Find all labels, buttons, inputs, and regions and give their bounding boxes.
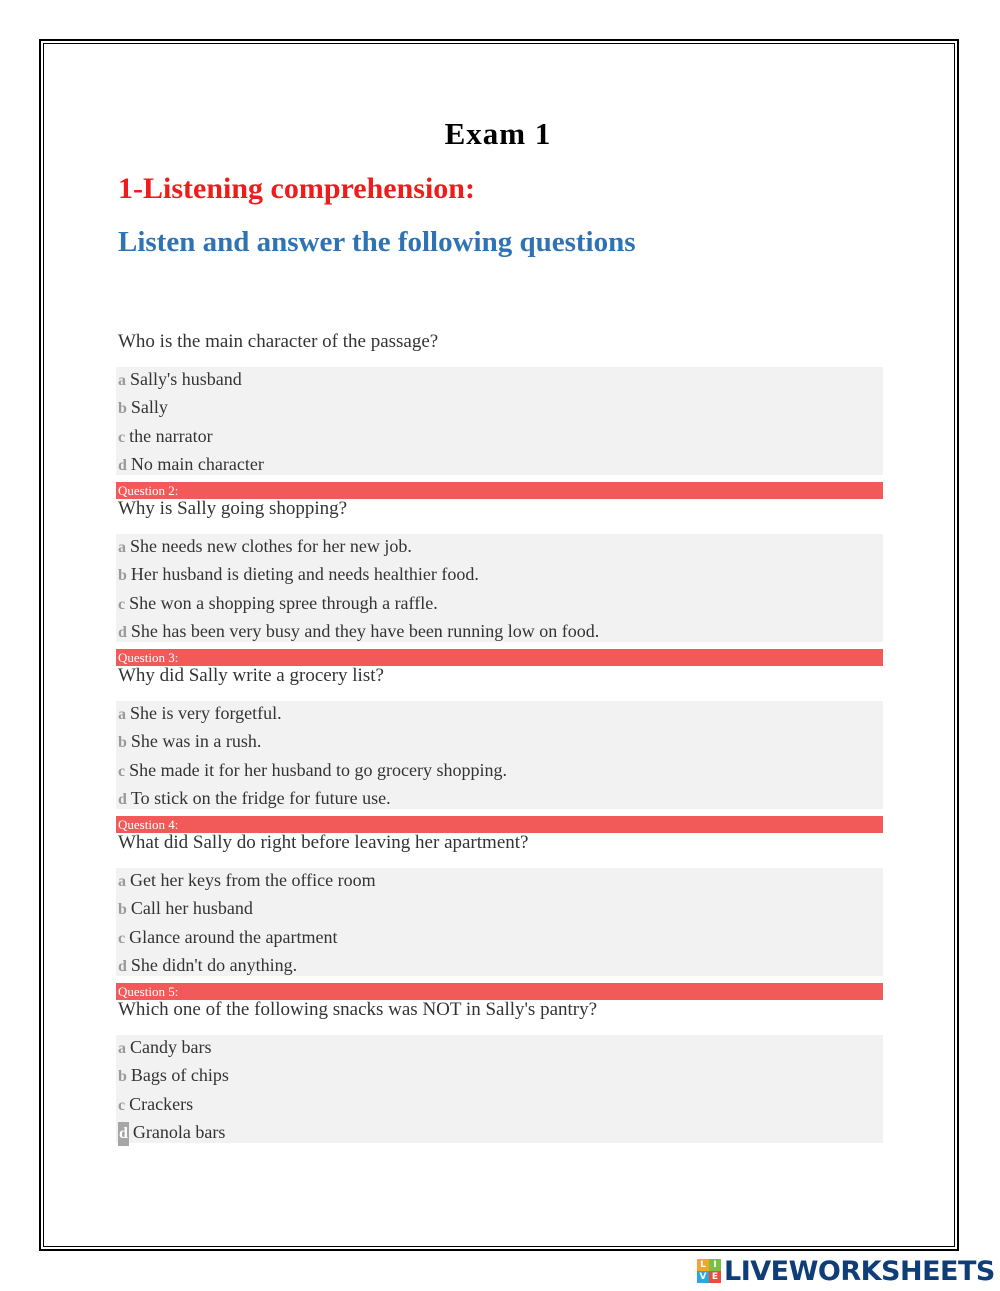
option-label: Call her husband	[130, 898, 253, 918]
option-5a[interactable]	[118, 1035, 211, 1059]
option-letter: c	[118, 596, 126, 613]
question-3-options	[116, 701, 883, 809]
question-4-text: What did Sally do right before leaving her apartment?	[118, 832, 529, 853]
option-label: She was in a rush.	[130, 731, 262, 751]
option-3d[interactable]	[118, 786, 391, 810]
option-3b[interactable]	[118, 729, 261, 753]
option-5b[interactable]	[118, 1063, 229, 1087]
option-letter: d	[118, 958, 127, 975]
option-label: She won a shopping spree through a raffle.	[129, 593, 438, 613]
option-letter: a	[118, 706, 126, 723]
option-1c[interactable]	[118, 424, 213, 448]
option-letter: a	[118, 539, 126, 556]
logo-icon-letter: V	[697, 1271, 709, 1283]
option-letter: b	[118, 1068, 127, 1085]
option-2a[interactable]	[118, 534, 412, 558]
option-letter: c	[118, 930, 126, 947]
option-letter: b	[118, 567, 127, 584]
option-5d[interactable]	[118, 1120, 225, 1144]
option-label: Bags of chips	[130, 1065, 229, 1085]
option-label: Get her keys from the office room	[130, 870, 376, 890]
option-label: Sally	[130, 397, 168, 417]
option-label: No main character	[130, 454, 264, 474]
question-4-options	[116, 868, 883, 976]
option-label: Granola bars	[132, 1122, 226, 1142]
option-4c[interactable]	[118, 925, 338, 949]
logo-icon-letter: E	[709, 1271, 721, 1283]
option-letter: b	[118, 734, 127, 751]
question-1-options	[116, 367, 883, 475]
question-5-banner: Question 5:	[116, 983, 883, 1000]
option-label: Candy bars	[130, 1037, 212, 1057]
option-1d[interactable]	[118, 452, 264, 476]
option-label: the narrator	[129, 426, 213, 446]
option-label: She needs new clothes for her new job.	[130, 536, 412, 556]
question-5-options	[116, 1035, 883, 1143]
section-title: 1-Listening comprehension:	[118, 172, 475, 205]
option-label: Crackers	[129, 1094, 194, 1114]
option-5c[interactable]	[118, 1092, 193, 1116]
option-letter: a	[118, 1040, 126, 1057]
option-letter: d	[118, 624, 127, 641]
option-2c[interactable]	[118, 591, 438, 615]
option-label: She has been very busy and they have been running low on food.	[130, 621, 600, 641]
option-letter-selected: d	[118, 1122, 129, 1146]
option-letter: d	[118, 457, 127, 474]
question-2-text: Why is Sally going shopping?	[118, 498, 348, 519]
logo-icon-letter: L	[697, 1259, 709, 1271]
logo-icon-letter: I	[709, 1259, 721, 1271]
option-letter: c	[118, 429, 126, 446]
question-2-options	[116, 534, 883, 642]
logo-icon	[697, 1259, 721, 1283]
option-letter: b	[118, 901, 127, 918]
option-letter: a	[118, 873, 126, 890]
exam-title: Exam 1	[444, 116, 552, 151]
option-label: Sally's husband	[130, 369, 242, 389]
option-letter: c	[118, 1097, 126, 1114]
liveworksheets-logo[interactable]	[697, 1254, 995, 1288]
question-1-text: Who is the main character of the passage?	[118, 331, 439, 352]
instruction-text: Listen and answer the following questions	[118, 226, 636, 258]
option-4a[interactable]	[118, 868, 376, 892]
option-2d[interactable]	[118, 619, 599, 643]
option-1b[interactable]	[118, 395, 168, 419]
logo-text: LIVEWORKSHEETS	[724, 1255, 995, 1287]
question-4-banner: Question 4:	[116, 816, 883, 833]
option-3a[interactable]	[118, 701, 282, 725]
option-label: She is very forgetful.	[130, 703, 282, 723]
option-letter: d	[118, 791, 127, 808]
option-label: Glance around the apartment	[129, 927, 338, 947]
option-label: Her husband is dieting and needs healthier food.	[130, 564, 479, 584]
option-2b[interactable]	[118, 562, 479, 586]
option-4b[interactable]	[118, 896, 253, 920]
question-2-banner: Question 2:	[116, 482, 883, 499]
option-letter: b	[118, 400, 127, 417]
question-5-text: Which one of the following snacks was NOT in Sally's pantry?	[118, 999, 598, 1020]
option-1a[interactable]	[118, 367, 242, 391]
option-4d[interactable]	[118, 953, 297, 977]
option-letter: a	[118, 372, 126, 389]
option-label: To stick on the fridge for future use.	[130, 788, 391, 808]
option-3c[interactable]	[118, 758, 507, 782]
option-letter: c	[118, 763, 126, 780]
option-label: She didn't do anything.	[130, 955, 298, 975]
option-label: She made it for her husband to go grocery shopping.	[129, 760, 508, 780]
question-3-banner: Question 3:	[116, 649, 883, 666]
question-3-text: Why did Sally write a grocery list?	[118, 665, 384, 686]
